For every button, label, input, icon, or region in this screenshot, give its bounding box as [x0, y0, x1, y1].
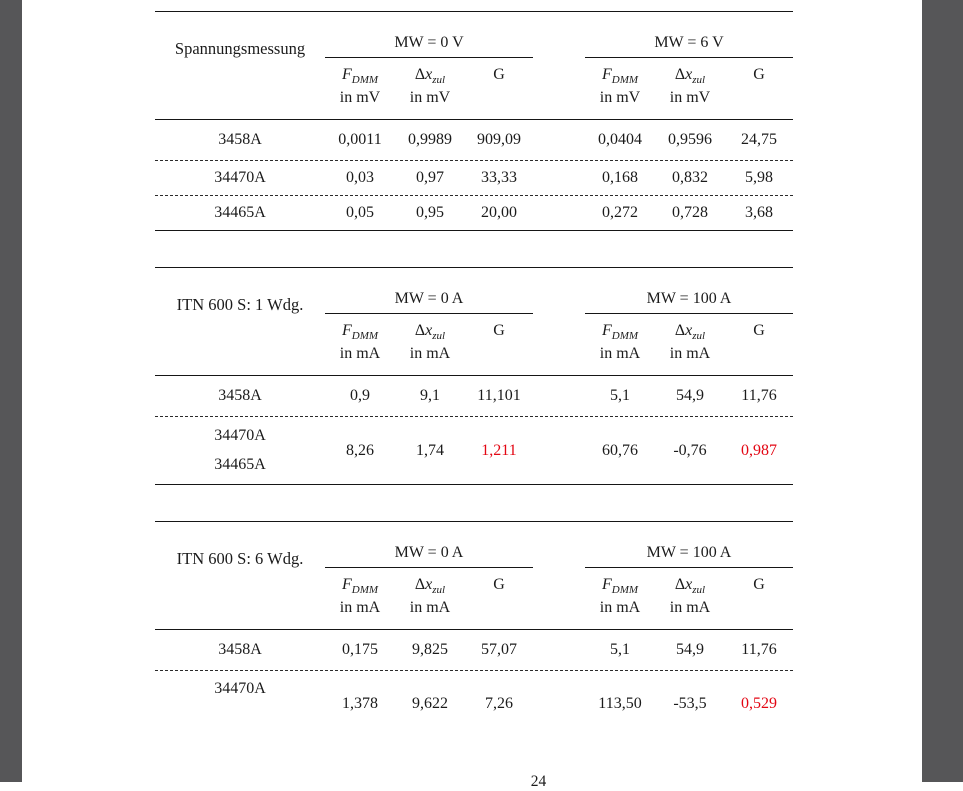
x-subscript: zul: [692, 584, 706, 597]
col-header-fdmm: [325, 63, 395, 119]
row-label: 3458A: [218, 131, 262, 148]
table-cell: 1,378: [342, 695, 378, 712]
group-subheader: [325, 314, 533, 375]
col-unit: in mA: [339, 345, 381, 363]
table-cell: 0,95: [416, 204, 444, 221]
table-cell: 0,0404: [598, 131, 642, 148]
col-header-g: [465, 63, 533, 119]
col-unit: in mA: [339, 599, 381, 617]
table-cell: 7,26: [485, 695, 513, 712]
table-title: Spannungsmessung: [174, 39, 306, 58]
col-header-fdmm: [325, 319, 395, 375]
group-subheader: [585, 58, 793, 119]
table-cell: 113,50: [598, 695, 642, 712]
dxzul-symbol: [675, 63, 705, 86]
table-cell: 0,97: [416, 169, 444, 186]
table-cell: 33,33: [481, 169, 517, 186]
table-row: [155, 161, 793, 195]
g-symbol: G: [753, 576, 765, 593]
col-header-g: [725, 63, 793, 119]
row-label: 34470A: [214, 680, 266, 697]
dxzul-symbol: [415, 63, 445, 86]
dxzul-symbol: [675, 573, 705, 596]
table-row: [155, 376, 793, 416]
table-cell: 0,175: [342, 641, 378, 658]
column-group-mw6: [585, 12, 793, 119]
table-cell: 11,76: [741, 641, 777, 658]
table-cell: 0,9: [350, 387, 370, 404]
col-header-g: [725, 573, 793, 629]
x-symbol: x: [425, 66, 433, 83]
table-row-merged: [155, 417, 793, 484]
column-group-mw0: [325, 12, 533, 119]
table-spannungsmessung: [155, 11, 793, 231]
table-row: [155, 196, 793, 230]
col-header-g: [465, 319, 533, 375]
delta-symbol: Δ: [674, 576, 686, 593]
fdmm-symbol: [342, 319, 378, 342]
col-header-dxzul: [395, 319, 465, 375]
table-title: ITN 600 S: 1 Wdg.: [176, 295, 304, 314]
col-header-dxzul: [655, 63, 725, 119]
table-cell: -0,76: [673, 441, 707, 459]
f-subscript: DMM: [351, 584, 379, 597]
table-cell: 5,1: [610, 641, 630, 658]
table-cell: 24,75: [741, 131, 777, 148]
table-cell: 3,68: [745, 204, 773, 221]
col-unit: in mA: [669, 345, 711, 363]
table-cell: 0,272: [602, 204, 638, 221]
table-cell-highlighted: 0,987: [741, 441, 777, 459]
table-cell: 0,168: [602, 169, 638, 186]
table-cell: 8,26: [346, 441, 374, 459]
column-group-mw0: [325, 268, 533, 375]
table-cell: 0,9596: [668, 131, 712, 148]
table-header: [155, 12, 793, 119]
row-label: 34465A: [214, 455, 266, 473]
table-cell-highlighted: 1,211: [481, 441, 517, 459]
x-symbol: x: [425, 576, 433, 593]
x-subscript: zul: [692, 330, 706, 343]
f-subscript: DMM: [611, 330, 639, 343]
table-cell: 0,03: [346, 169, 374, 186]
fdmm-symbol: [342, 63, 378, 86]
dxzul-symbol: [675, 319, 705, 342]
f-subscript: DMM: [351, 74, 379, 87]
table-cell: 5,1: [610, 387, 630, 404]
col-unit: in mA: [599, 599, 641, 617]
f-symbol: F: [601, 576, 612, 593]
x-symbol: x: [685, 66, 693, 83]
group-subheader: [325, 568, 533, 629]
group-gap: [533, 268, 585, 375]
row-label: 34470A: [214, 169, 266, 186]
col-unit: in mV: [409, 89, 451, 107]
table-cell: 0,05: [346, 204, 374, 221]
row-label-group: [155, 417, 325, 484]
col-header-fdmm: [585, 319, 655, 375]
table-row-merged: [155, 671, 793, 737]
g-symbol: G: [753, 322, 765, 339]
table-bottom-rule: [155, 484, 793, 485]
delta-symbol: Δ: [414, 322, 426, 339]
table-cell: 54,9: [676, 641, 704, 658]
col-unit: in mV: [669, 89, 711, 107]
column-group-mw100: [585, 268, 793, 375]
col-unit: in mV: [339, 89, 381, 107]
table-row: [155, 630, 793, 670]
fdmm-symbol: [602, 63, 638, 86]
f-subscript: DMM: [611, 584, 639, 597]
table-cell: 57,07: [481, 641, 517, 658]
group-gap: [533, 12, 585, 119]
col-header-fdmm: [585, 63, 655, 119]
table-cell: 5,98: [745, 169, 773, 186]
f-symbol: F: [601, 322, 612, 339]
group-gap: [533, 522, 585, 629]
table-cell: 11,101: [477, 387, 521, 404]
table-cell: 0,9989: [408, 131, 452, 148]
group-title: MW = 100 A: [646, 290, 732, 307]
x-subscript: zul: [432, 584, 446, 597]
table-cell: -53,5: [673, 695, 707, 712]
table-cell: 54,9: [676, 387, 704, 404]
row-label: 3458A: [218, 641, 262, 658]
dxzul-symbol: [415, 319, 445, 342]
col-header-dxzul: [655, 573, 725, 629]
col-header-dxzul: [655, 319, 725, 375]
document-page: [22, 0, 922, 790]
fdmm-symbol: [602, 573, 638, 596]
table-title: ITN 600 S: 6 Wdg.: [176, 549, 304, 568]
column-group-mw100: [585, 522, 793, 629]
col-unit: in mV: [599, 89, 641, 107]
column-group-mw0: [325, 522, 533, 629]
table-cell: 909,09: [477, 131, 521, 148]
table-cell: 0,728: [672, 204, 708, 221]
table-itn600s-6wdg: [155, 521, 793, 737]
delta-symbol: Δ: [674, 66, 686, 83]
col-header-dxzul: [395, 573, 465, 629]
f-symbol: F: [341, 66, 352, 83]
page-content: [22, 0, 922, 791]
group-title: MW = 0 V: [394, 34, 464, 51]
table-cell: 9,825: [412, 641, 448, 658]
row-label: 34470A: [214, 427, 266, 445]
delta-symbol: Δ: [414, 66, 426, 83]
table-cell: 60,76: [602, 441, 638, 459]
fdmm-symbol: [602, 319, 638, 342]
f-subscript: DMM: [611, 74, 639, 87]
col-header-fdmm: [585, 573, 655, 629]
table-header: [155, 522, 793, 629]
dxzul-symbol: [415, 573, 445, 596]
table-cell: 9,622: [412, 695, 448, 712]
x-symbol: x: [425, 322, 433, 339]
col-unit: in mA: [409, 345, 451, 363]
group-subheader: [325, 58, 533, 119]
col-header-dxzul: [395, 63, 465, 119]
g-symbol: G: [493, 576, 505, 593]
x-subscript: zul: [432, 74, 446, 87]
table-header: [155, 268, 793, 375]
table-bottom-rule: [155, 230, 793, 231]
f-symbol: F: [341, 576, 352, 593]
delta-symbol: Δ: [674, 322, 686, 339]
x-subscript: zul: [432, 330, 446, 343]
row-label: 34465A: [214, 204, 266, 221]
delta-symbol: Δ: [414, 576, 426, 593]
col-header-g: [465, 573, 533, 629]
g-symbol: G: [493, 66, 505, 83]
g-symbol: G: [493, 322, 505, 339]
x-subscript: zul: [692, 74, 706, 87]
table-cell: 0,832: [672, 169, 708, 186]
x-symbol: x: [685, 576, 693, 593]
page-number: 24: [530, 773, 547, 790]
col-unit: in mA: [669, 599, 711, 617]
group-title: MW = 0 A: [394, 290, 464, 307]
col-header-fdmm: [325, 573, 395, 629]
group-title: MW = 100 A: [646, 544, 732, 561]
table-cell-highlighted: 0,529: [741, 695, 777, 712]
f-subscript: DMM: [351, 330, 379, 343]
group-title: MW = 0 A: [394, 544, 464, 561]
table-cell: 9,1: [420, 387, 440, 404]
table-cell: 1,74: [416, 441, 444, 459]
table-cell: 0,0011: [338, 131, 382, 148]
g-symbol: G: [753, 66, 765, 83]
table-row: [155, 120, 793, 160]
col-unit: in mA: [409, 599, 451, 617]
fdmm-symbol: [342, 573, 378, 596]
f-symbol: F: [601, 66, 612, 83]
viewer-left-frame: [0, 0, 22, 782]
row-label: 3458A: [218, 387, 262, 404]
col-header-g: [725, 319, 793, 375]
f-symbol: F: [341, 322, 352, 339]
viewer-right-frame: [922, 0, 963, 782]
group-subheader: [585, 568, 793, 629]
table-cell: 11,76: [741, 387, 777, 404]
table-cell: 20,00: [481, 204, 517, 221]
group-title: MW = 6 V: [654, 34, 724, 51]
table-itn600s-1wdg: [155, 267, 793, 485]
col-unit: in mA: [599, 345, 641, 363]
group-subheader: [585, 314, 793, 375]
x-symbol: x: [685, 322, 693, 339]
